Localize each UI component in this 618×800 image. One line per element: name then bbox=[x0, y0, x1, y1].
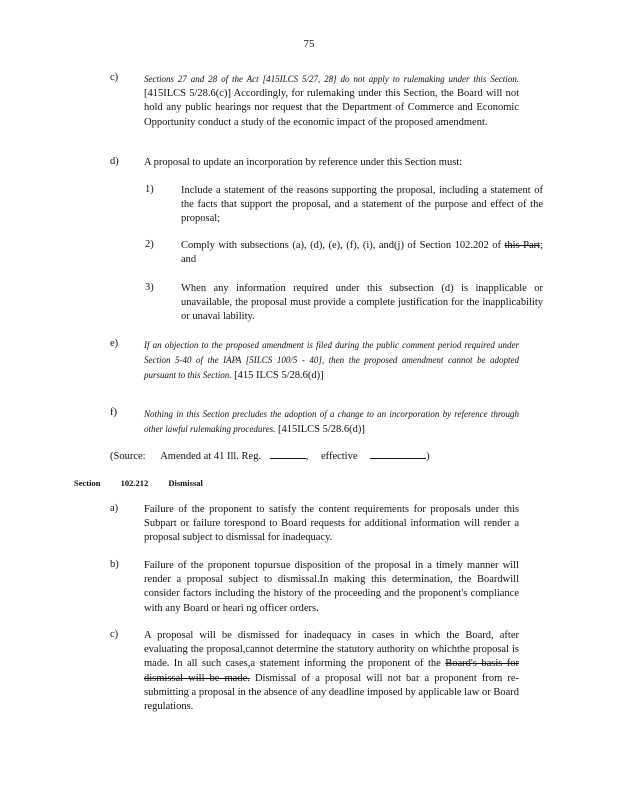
regular-text: [415ILCS 5/28.6(c)] Accordingly, for rulemaking under this Section, the Board will not hold any public hearings nor request that the Department of Commerce and Economic Opportunity conduct a study of the economic impact of the proposed amendment. bbox=[144, 88, 519, 128]
source-amended: Amended at 41 Ill. Reg. bbox=[160, 451, 262, 462]
subsection-text: Failure of the proponent topursue disposition of the proposal in a timely manner will render a proposal subject to dismissal.In making this determination, the Boardwill consider factors including the history of the proceeding and the proponent's compliance with any Board or heari ng officer orders. bbox=[144, 560, 519, 614]
subitem-text: Include a statement of the reasons supporting the proposal, including a statement of the facts that support the proposal, and a statement of the purpose and effect of the proposal; bbox=[181, 185, 543, 225]
page-number: 75 bbox=[303, 38, 315, 50]
subsection-label: a) bbox=[110, 503, 119, 514]
subsection-text bbox=[144, 72, 519, 130]
subsection-label: f) bbox=[110, 407, 117, 418]
section-title: Dismissal bbox=[168, 478, 203, 488]
subsection-label: b) bbox=[110, 559, 119, 570]
subsection-label: c) bbox=[110, 629, 119, 640]
text-end: Dismissal of a proposal will not bar a proponent from re-submitting a proposal in the absence of any deadline imposed by applicable law or Board regulations. bbox=[144, 672, 519, 713]
subitem-label: 2) bbox=[145, 239, 154, 250]
regular-text: [415 ILCS 5/28.6(d)] bbox=[234, 370, 324, 382]
subsection-text bbox=[144, 629, 519, 714]
source-effective: effective bbox=[320, 451, 358, 462]
subsection-label: c) bbox=[110, 72, 119, 83]
section-word: Section bbox=[74, 478, 101, 488]
subsection-label: d) bbox=[110, 156, 119, 167]
section-number: 102.212 bbox=[120, 478, 149, 488]
subitem-text-main: Comply with subsections (a), (d), (e), (f), (i), and(j) of Section 102.202 of bbox=[181, 240, 502, 251]
subitem-text-end: ; and bbox=[181, 240, 544, 266]
source-close: ) bbox=[426, 451, 430, 462]
statutory-italic-text: If an objection to the proposed amendment is filed during the public comment period required under Section 5-40 of the IAPA [5ILCS 100/5 - 40], then the proposed amendment cannot be adopted pursuant to this Section. bbox=[144, 340, 519, 381]
statutory-italic-text: Sections 27 and 28 of the Act [415ILCS 5/27, 28] do not apply to rulemaking under this Section. bbox=[144, 74, 519, 84]
subsection-text: Failure of the proponent to satisfy the content requirements for proposals under this Subpart or failure torespond to Board requests for additional information will render a proposal subject to dismissal for inadequacy. bbox=[144, 504, 519, 544]
subitem-label: 3) bbox=[145, 282, 154, 293]
subsection-text: A proposal to update an incorporation by reference under this Section must: bbox=[144, 157, 463, 168]
subsection-text bbox=[144, 407, 519, 437]
source-open: (Source: bbox=[110, 451, 146, 462]
text-main: A proposal will be dismissed for inadequacy in cases in which the Board, after evaluating the proposal,cannot determine the statutory authority on whichthe proposal is made. In all such cases,a statement informing the proponent of the bbox=[144, 630, 519, 670]
subitem-text: When any information required under this subsection (d) is inapplicable or unavailable, the proposal must provide a complete justification for the inapplicability or unavai lability. bbox=[181, 283, 543, 323]
register-blank bbox=[270, 449, 306, 459]
struck-text: Board's basis for dismissal will be made. bbox=[144, 658, 519, 684]
effective-date-blank bbox=[370, 449, 426, 459]
source-note bbox=[110, 449, 430, 462]
subitem-label: 1) bbox=[145, 184, 154, 195]
subsection-text bbox=[144, 338, 519, 384]
source-comma: , bbox=[305, 451, 309, 462]
section-heading bbox=[74, 478, 221, 488]
subitem-text bbox=[181, 239, 543, 267]
statutory-italic-text: Nothing in this Section precludes the adoption of a change to an incorporation by reference through other lawful rulemaking procedures. bbox=[144, 409, 519, 435]
struck-text: this Part bbox=[504, 240, 541, 251]
regular-text: [415ILCS 5/28.6(d)] bbox=[277, 424, 365, 436]
subsection-label: e) bbox=[110, 338, 119, 349]
